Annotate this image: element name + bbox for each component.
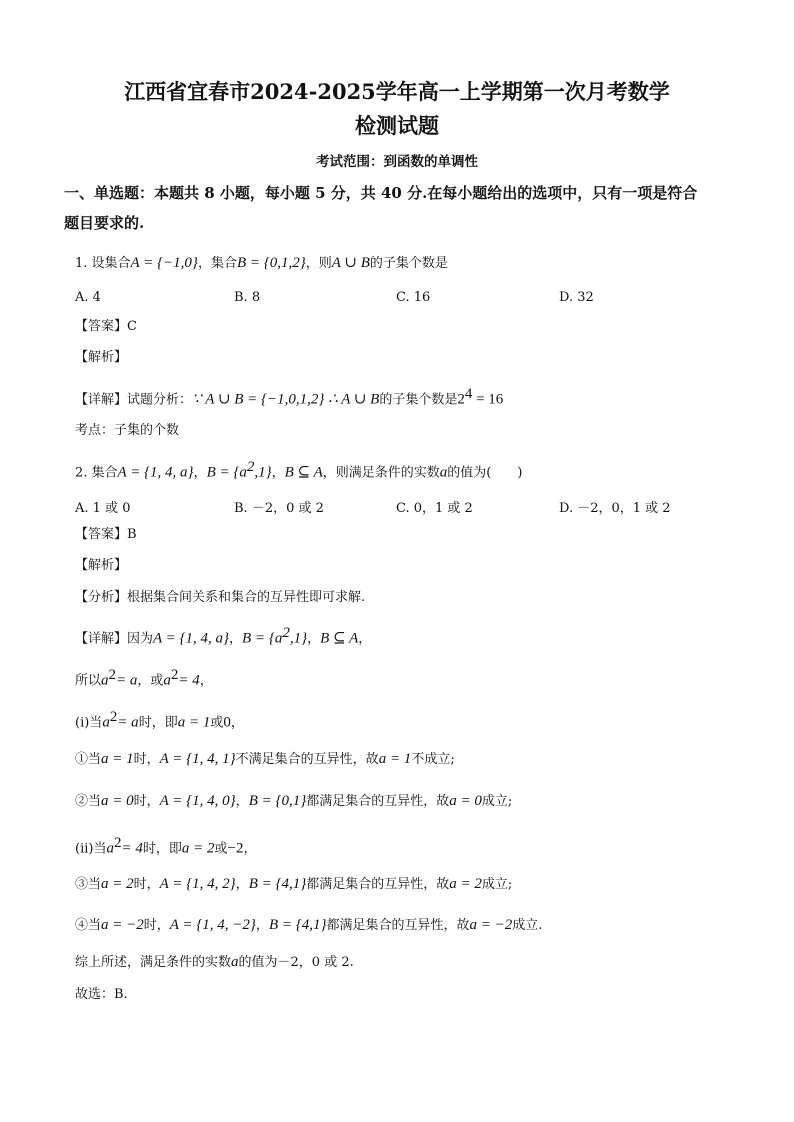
q1-option-c: C. 16: [396, 290, 431, 305]
q2-case-3: ③当a = 2时，A = {1, 4, 2}，B = {4,1}都满足集合的互异性，故a = 2成立;: [75, 876, 513, 892]
exam-scope: 考试范围：到函数的单调性: [316, 154, 478, 170]
q1-detail: 【详解】试题分析：∵ A ∪ B = {−1,0,1,2} ∴ A ∪ B的子集个数是$2^4 = 16$: [75, 386, 504, 408]
q2-case-ii: (ii)当$a^2= 4$时，即a = 2或−2，: [75, 835, 257, 857]
q1-option-d: D. 32: [559, 290, 594, 305]
q1-option-a: A. 4: [75, 290, 101, 305]
q2-answer: 【答案】B: [75, 527, 137, 542]
document-title-line2: 检测试题: [355, 113, 439, 138]
q1-analysis-label: 【解析】: [75, 350, 128, 365]
q2-case-1: ①当a = 1时，A = {1, 4, 1}不满足集合的互异性，故a = 1不成立;: [75, 751, 455, 767]
document-title-line1: 江西省宜春市2024-2025学年高一上学期第一次月考数学: [124, 79, 670, 104]
q1-stem: 1. 设集合A = {−1,0}，集合B = {0,1,2}，则A ∪ B的子集个数是: [75, 255, 448, 271]
q2-detail: 【详解】因为A = {1, 4, a}，$B = \{a^2,1\}$，B ⊆ A，: [75, 625, 372, 647]
q2-option-a: A. 1 或 0: [75, 501, 131, 516]
q2-fenxi: 【分析】根据集合间关系和集合的互异性即可求解.: [75, 590, 366, 605]
q2-case-4: ④当a = −2时，A = {1, 4, −2}，B = {4,1}都满足集合的互异性，故a = −2成立.: [75, 917, 543, 933]
q2-summary: 综上所述，满足条件的实数a的值为－2，0 或 2.: [75, 954, 354, 970]
q2-analysis-label: 【解析】: [75, 558, 128, 573]
q1-answer: 【答案】C: [75, 319, 137, 334]
q2-suoyi: 所以$a^2= a$，或$a^2= 4$，: [75, 667, 213, 689]
q2-option-d: D. －2，0，1 或 2: [559, 501, 671, 516]
q2-case-2: ②当a = 0时，A = {1, 4, 0}，B = {0,1}都满足集合的互异性，故a = 0成立;: [75, 793, 513, 809]
q1-option-b: B. 8: [234, 290, 261, 305]
section-heading-line1: 一、单选题：本题共 8 小题，每小题 5 分，共 40 分.在每小题给出的选项中，只有一项是符合: [64, 184, 698, 202]
section-heading-line2: 题目要求的.: [64, 214, 145, 232]
q2-case-i: (i)当$a^2= a$时，即a = 1或0，: [75, 709, 244, 731]
q2-option-b: B. －2，0 或 2: [234, 501, 324, 516]
q2-choice: 故选：B.: [75, 987, 128, 1002]
q1-kaodian: 考点：子集的个数: [75, 423, 180, 438]
q2-option-c: C. 0，1 或 2: [396, 501, 473, 516]
q2-stem: 2. 集合A = {1, 4, a}，$B = \{a^2,1\}$，B ⊆ A，则满足条件的实数a的值为( ): [75, 459, 523, 481]
